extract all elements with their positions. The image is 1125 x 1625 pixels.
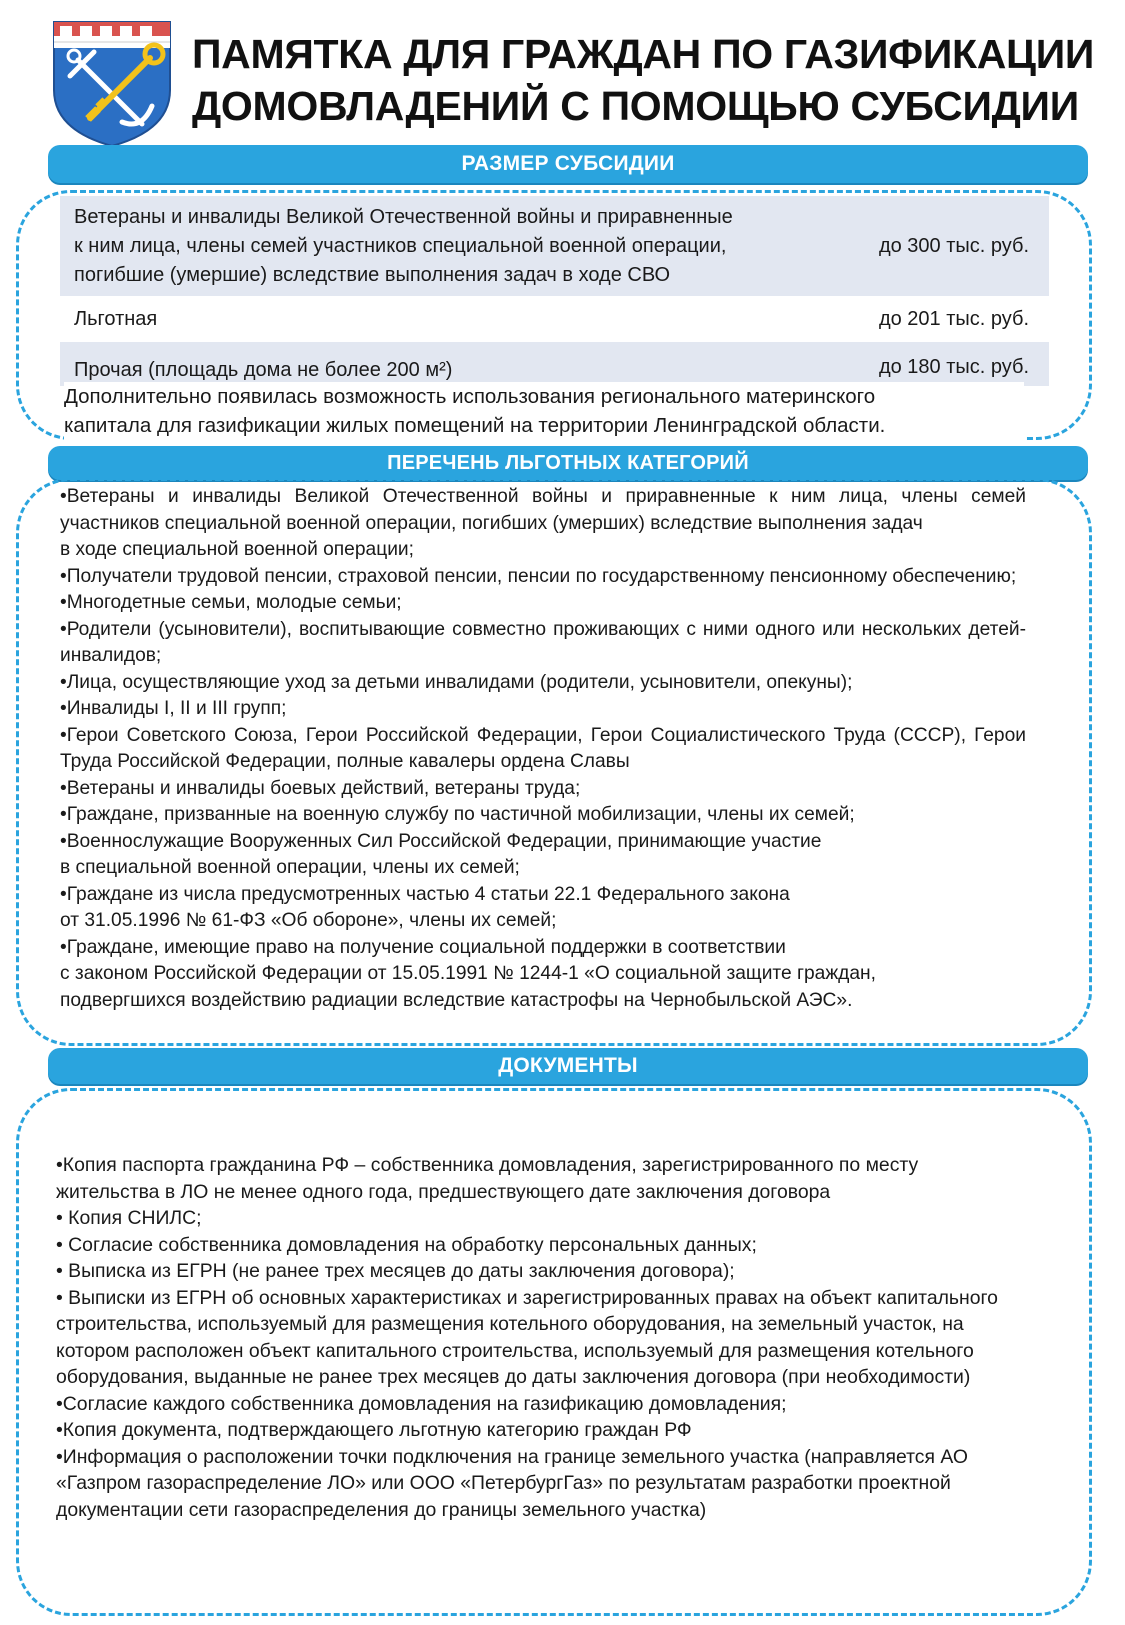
category-item	[60, 696, 1026, 723]
subsidy-category: Прочая (площадь дома не более 200 м²)	[74, 359, 453, 381]
document-item-line: документации сети газораспределения до границы земельного участка)	[56, 1498, 707, 1521]
subsidy-table	[60, 196, 1049, 386]
section-header-subsidy: РАЗМЕР СУБСИДИИ	[48, 145, 1088, 183]
category-item	[60, 935, 1026, 1015]
document-item-line: •Копия паспорта гражданина РФ – собственника домовладения, зарегистрированного по месту	[56, 1154, 919, 1176]
document-item	[56, 1391, 1030, 1418]
subsidy-amount: до 180 тыс. руб.	[878, 356, 1029, 378]
document-item	[56, 1285, 1030, 1391]
subsidy-amount: до 300 тыс. руб.	[878, 234, 1029, 257]
category-item-line: •Военнослужащие Вооруженных Сил Российской Федерации, принимающие участие	[60, 830, 822, 852]
category-item	[60, 829, 1026, 882]
additional-note: Дополнительно появилась возможность использования регионального материнского капитала для газификации жилых помещений на территории Ленинградской области.	[64, 382, 1024, 440]
category-item-line: •Ветераны и инвалиды боевых действий, ветераны труда;	[60, 777, 581, 799]
category-item-line: в специальной военной операции, члены их семей;	[60, 857, 520, 878]
document-item-line: •Копия документа, подтверждающего льготную категорию граждан РФ	[56, 1419, 692, 1441]
section-header-categories: ПЕРЕЧЕНЬ ЛЬГОТНЫХ КАТЕГОРИЙ	[48, 446, 1088, 480]
document-item-line: строительства, используемый для размещения котельного оборудования, на земельный участок, на	[56, 1313, 964, 1335]
category-item-line: •Граждане из числа предусмотренных частью 4 статьи 22.1 Федерального закона	[60, 883, 790, 905]
category-item-line: подвергшихся воздействию радиации вследствие катастрофы на Чернобыльской АЭС».	[60, 989, 853, 1011]
document-item-line: • Выписка из ЕГРН (не ранее трех месяцев до даты заключения договора);	[56, 1260, 735, 1282]
category-item	[60, 484, 1026, 564]
document-item	[56, 1205, 1030, 1232]
category-item	[60, 882, 1026, 935]
subsidy-row	[60, 342, 1049, 386]
document-item-line: котором расположен объект капитального строительства, используемый для размещения котельного	[56, 1339, 974, 1362]
category-item-line: с законом Российской Федерации от 15.05.1991 № 1244-1 «О социальной защите граждан,	[60, 963, 876, 984]
document-item-line: • Выписки из ЕГРН об основных характеристиках и зарегистрированных правах на объект капитального	[56, 1286, 998, 1309]
category-item	[60, 723, 1026, 776]
category-item	[60, 802, 1026, 829]
subsidy-amount: до 201 тыс. руб.	[878, 307, 1029, 330]
document-item-line: «Газпром газораспределение ЛО» или ООО «ПетербургГаз» по результатам разработки проектной	[56, 1472, 951, 1494]
category-item-line: •Граждане, призванные на военную службу по частичной мобилизации, члены их семей;	[60, 804, 855, 825]
category-item-line: •Граждане, имеющие право на получение социальной поддержки в соответствии	[60, 936, 786, 958]
document-item	[56, 1152, 1030, 1205]
category-item	[60, 776, 1026, 803]
coat-of-arms-logo	[50, 18, 174, 148]
document-item-line: • Копия СНИЛС;	[56, 1207, 202, 1229]
title-line-2: ДОМОВЛАДЕНИЙ С ПОМОЩЬЮ СУБСИДИИ	[192, 83, 1079, 129]
subsidy-row	[60, 196, 1049, 296]
category-item	[60, 590, 1026, 617]
document-item-line: оборудования, выданные не ранее трех месяцев до даты заключения договора (при необходимости)	[56, 1366, 971, 1388]
document-item	[56, 1417, 1030, 1444]
category-item-line: •Инвалиды I, II и III групп;	[60, 698, 287, 719]
category-item	[60, 617, 1026, 670]
subsidy-category: Ветераны и инвалиды Великой Отечественной войны и приравненные к ним лица, члены семей участников специальной военной операции, погибшие (умершие) вследствие выполнения задач в ходе СВО	[74, 205, 733, 286]
document-item-line: • Согласие собственника домовладения на обработку персональных данных;	[56, 1233, 757, 1256]
category-item-line: •Герои Советского Союза, Герои Российской Федерации, Герои Социалистического Труда (СССР), Герои Труда Российской Федерации, полные кавалеры ордена Славы	[60, 724, 1026, 772]
categories-list	[60, 484, 1026, 1014]
document-item	[56, 1258, 1030, 1285]
documents-list	[56, 1152, 1030, 1523]
page-title	[192, 28, 1102, 132]
category-item-line: •Ветераны и инвалиды Великой Отечественной войны и приравненные к ним лица, члены семей участников специальной военной операции, погибших (умерших) вследствие выполнения задач	[60, 486, 1026, 534]
document-item	[56, 1232, 1030, 1259]
category-item	[60, 564, 1026, 591]
subsidy-row	[60, 296, 1049, 342]
document-item	[56, 1444, 1030, 1524]
section-header-documents: ДОКУМЕНТЫ	[48, 1048, 1088, 1084]
document-item-line: •Согласие каждого собственника домовладения на газификацию домовладения;	[56, 1392, 787, 1415]
category-item-line: •Лица, осуществляющие уход за детьми инвалидами (родители, усыновители, опекуны);	[60, 671, 853, 693]
document-item-line: жительства в ЛО не менее одного года, предшествующего дате заключения договора	[56, 1180, 831, 1203]
category-item-line: в ходе специальной военной операции;	[60, 539, 414, 560]
category-item-line: от 31.05.1996 № 61-ФЗ «Об обороне», члены их семей;	[60, 910, 557, 931]
category-item-line: •Получатели трудовой пенсии, страховой пенсии, пенсии по государственному пенсионному обеспечению;	[60, 565, 1017, 587]
category-item-line: •Многодетные семьи, молодые семьи;	[60, 592, 402, 613]
subsidy-category: Льготная	[74, 307, 158, 330]
document-item-line: •Информация о расположении точки подключения на границе земельного участка (направляется АО	[56, 1445, 968, 1468]
category-item	[60, 670, 1026, 697]
title-line-1: ПАМЯТКА ДЛЯ ГРАЖДАН ПО ГАЗИФИКАЦИИ	[192, 31, 1095, 77]
category-item-line: •Родители (усыновители), воспитывающие совместно проживающих с ними одного или нескольких детей-инвалидов;	[60, 618, 1026, 666]
